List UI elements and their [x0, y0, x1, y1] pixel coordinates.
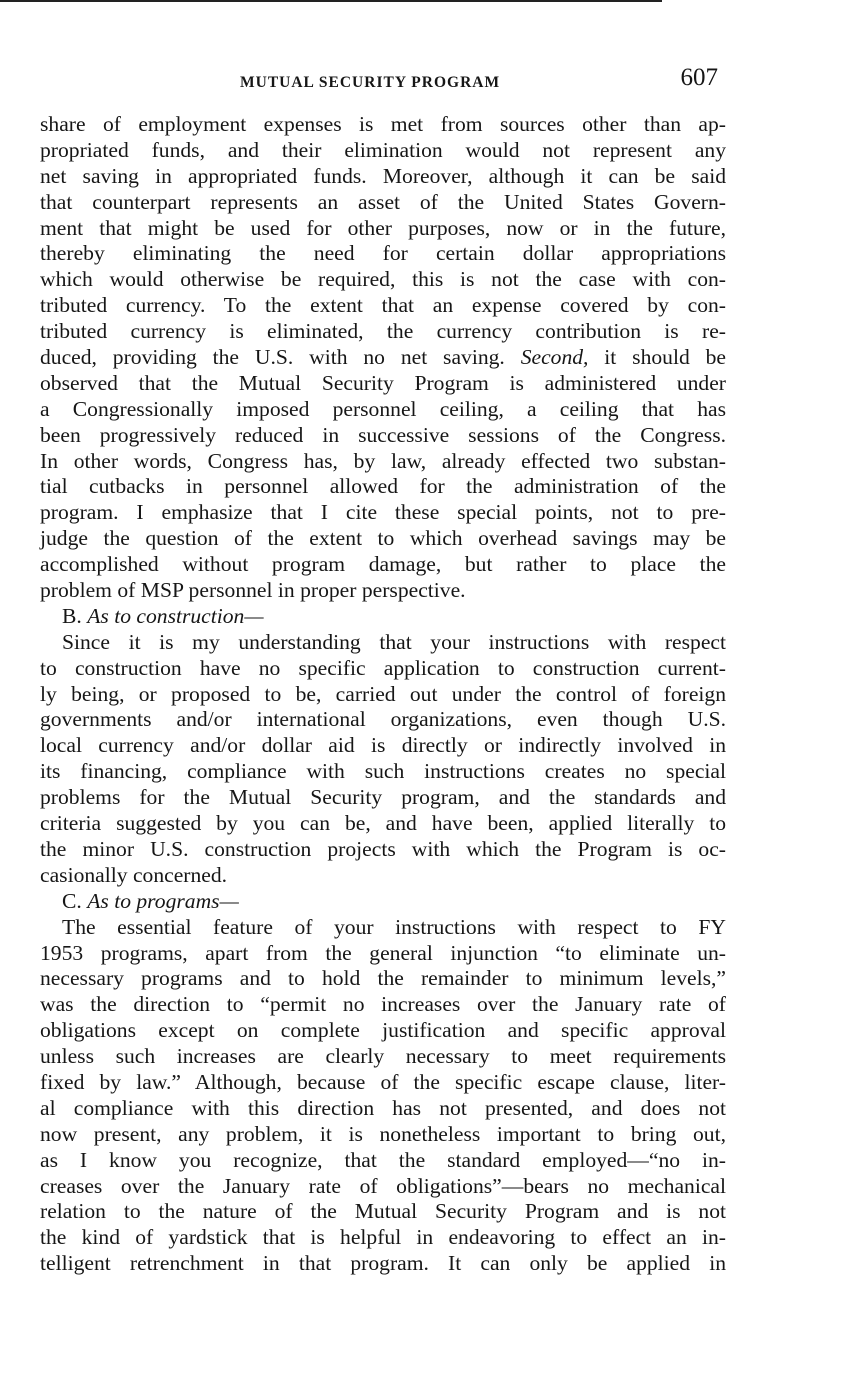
text-line: program. I emphasize that I cite these special points, not to pre- [40, 500, 726, 525]
top-border-rule [0, 0, 662, 2]
text-line: telligent retrenchment in that program. It can only be applied in [40, 1251, 726, 1276]
section-b-heading [40, 604, 726, 630]
text-line: local currency and/or dollar aid is directly or indirectly involved in [40, 733, 726, 758]
text-line: tributed currency is eliminated, the currency contribution is re- [40, 319, 726, 344]
text-line: the minor U.S. construction projects with which the Program is oc- [40, 836, 726, 861]
text-line: judge the question of the extent to which overhead savings may be [40, 526, 726, 551]
section-c-heading [40, 889, 726, 915]
text-line: accomplished without program damage, but rather to place the [40, 552, 726, 577]
text-line: ly being, or proposed to be, carried out under the control of foreign [40, 681, 726, 706]
text-line: criteria suggested by you can be, and have been, applied literally to [40, 811, 726, 836]
text-line: now present, any problem, it is nonetheless important to bring out, [40, 1121, 726, 1146]
text-line: tial cutbacks in personnel allowed for the administration of the [40, 474, 726, 499]
text-line: its financing, compliance with such instructions creates no special [40, 759, 726, 784]
text-line: the kind of yardstick that is helpful in endeavoring to effect an in- [40, 1225, 726, 1250]
text-line: creases over the January rate of obligations”—bears no mechanical [40, 1173, 726, 1198]
italic-word: Second, [520, 345, 589, 370]
text-line: thereby eliminating the need for certain dollar appropriations [40, 241, 726, 266]
text-line: to construction have no specific application to construction current- [40, 655, 726, 680]
text-line: unless such increases are clearly necessary to meet requirements [40, 1044, 726, 1069]
section-letter: C. [62, 888, 88, 913]
section-letter: B. [62, 603, 88, 628]
text-line: 1953 programs, apart from the general injunction “to eliminate un- [40, 940, 726, 965]
text-line: fixed by law.” Although, because of the specific escape clause, liter- [40, 1069, 726, 1094]
text-line: observed that the Mutual Security Program is administered under [40, 370, 726, 395]
text-segment: it should be [588, 345, 726, 370]
body-text [40, 112, 726, 1277]
text-line: The essential feature of your instructions with respect to FY [62, 914, 726, 939]
text-line: governments and/or international organizations, even though U.S. [40, 707, 726, 732]
text-line: which would otherwise be required, this is not the case with con- [40, 267, 726, 292]
text-line: ment that might be used for other purposes, now or in the future, [40, 215, 726, 240]
text-line: net saving in appropriated funds. Moreover, although it can be said [40, 163, 726, 188]
text-line: obligations except on complete justification and specific approval [40, 1018, 726, 1043]
text-line: tributed currency. To the extent that an expense covered by con- [40, 293, 726, 318]
section-title: As to programs— [87, 888, 239, 913]
text-line: been progressively reduced in successive sessions of the Congress. [40, 422, 726, 447]
text-line: propriated funds, and their elimination would not represent any [40, 137, 726, 162]
text-line-with-italic [40, 345, 726, 371]
text-line: al compliance with this direction has not presented, and does not [40, 1095, 726, 1120]
text-line: relation to the nature of the Mutual Security Program and is not [40, 1199, 726, 1224]
text-line: necessary programs and to hold the remainder to minimum levels,” [40, 966, 726, 991]
text-line: a Congressionally imposed personnel ceiling, a ceiling that has [40, 396, 726, 421]
text-line: was the direction to “permit no increases over the January rate of [40, 992, 726, 1017]
text-line: share of employment expenses is met from sources other than ap- [40, 112, 726, 136]
text-line: problem of MSP personnel in proper perspective. [40, 578, 466, 603]
page-number: 607 [680, 64, 718, 91]
text-line: Since it is my understanding that your instructions with respect [62, 629, 726, 654]
text-line: as I know you recognize, that the standard employed—“no in- [40, 1147, 726, 1172]
text-line: that counterpart represents an asset of the United States Govern- [40, 189, 726, 214]
text-segment: duced, providing the U.S. with no net saving. [40, 345, 521, 370]
text-line: problems for the Mutual Security program, and the standards and [40, 785, 726, 810]
text-line: casionally concerned. [40, 862, 228, 887]
text-line: In other words, Congress has, by law, already effected two substan- [40, 448, 726, 473]
running-title: MUTUAL SECURITY PROGRAM [240, 74, 501, 91]
section-title: As to construction— [87, 603, 264, 628]
running-header [40, 66, 726, 98]
